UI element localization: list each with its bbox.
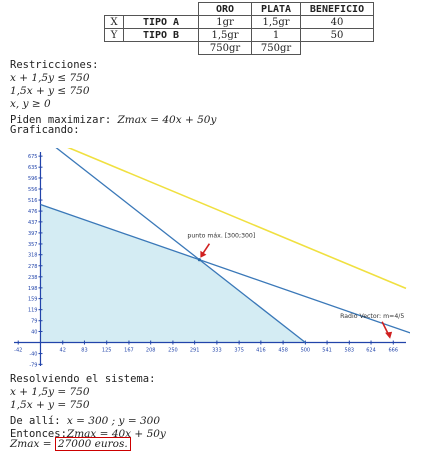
y-tick-label: 357: [27, 241, 38, 248]
y-tick-label: 198: [27, 285, 38, 292]
piden-label: Piden maximizar:: [10, 114, 118, 126]
y-tick-label: 79: [31, 318, 38, 325]
x-tick-label: 42: [59, 347, 66, 354]
optimal-vertex: [198, 258, 201, 261]
x-tick-label: 125: [101, 347, 112, 354]
total-oro: 750gr: [199, 42, 252, 55]
row-var: Y: [105, 29, 124, 42]
y-tick-label: 119: [27, 307, 38, 314]
x-tick-label: 333: [212, 347, 222, 354]
constraint-2: 1,5x + y ≤ 750: [10, 85, 90, 97]
x-tick-label: 250: [168, 347, 178, 354]
empty-cell: [124, 42, 199, 55]
row-oro: 1gr: [199, 16, 252, 29]
row-name: TIPO A: [124, 16, 199, 29]
row-name: TIPO B: [124, 29, 199, 42]
annotation-label: punto máx. [300;300]: [187, 232, 256, 240]
y-tick-label: 516: [27, 198, 38, 205]
y-tick-label: 159: [27, 296, 38, 303]
table-header-row: [105, 3, 374, 16]
x-tick-label: 624: [366, 347, 376, 354]
y-tick-label: 596: [27, 175, 38, 182]
empty-cell: [105, 3, 124, 16]
result-value: 27000 euros.: [55, 437, 131, 451]
result-prefix: Zmax =: [10, 438, 55, 450]
empty-cell: [124, 3, 199, 16]
y-tick-label: -79: [29, 362, 38, 369]
constraint-3: x, y ≥ 0: [10, 98, 51, 110]
constraint-1: x + 1,5y ≤ 750: [10, 72, 90, 84]
total-plata: 750gr: [252, 42, 301, 55]
annotation-arrowhead: [385, 332, 392, 339]
x-tick-label: 541: [322, 347, 332, 354]
row-beneficio: 40: [301, 16, 374, 29]
table-row: [105, 16, 374, 29]
y-tick-label: -40: [29, 351, 38, 358]
result-line: [10, 438, 131, 451]
lp-chart: [8, 148, 410, 370]
y-tick-label: 635: [27, 165, 38, 172]
x-tick-label: 500: [300, 347, 311, 354]
x-tick-label: 416: [256, 347, 266, 354]
row-beneficio: 50: [301, 29, 374, 42]
y-tick-label: 238: [27, 274, 38, 281]
system-eq-2: 1,5x + y = 750: [10, 399, 90, 411]
x-tick-label: 291: [189, 347, 200, 354]
feasible-region: [40, 204, 305, 342]
row-oro: 1,5gr: [199, 29, 252, 42]
y-tick-label: 437: [27, 219, 38, 226]
empty-cell: [105, 42, 124, 55]
y-tick-label: 278: [27, 263, 38, 270]
header-plata: PLATA: [252, 3, 301, 16]
x-tick-label: -42: [14, 347, 23, 354]
system-eq-1: x + 1,5y = 750: [10, 386, 90, 398]
entonces-formula: Zmax = 40x + 50y: [66, 428, 166, 440]
y-tick-label: 40: [31, 329, 38, 336]
x-tick-label: 167: [124, 347, 134, 354]
row-plata: 1,5gr: [252, 16, 301, 29]
table-row: [105, 29, 374, 42]
data-table: [104, 2, 374, 55]
row-plata: 1: [252, 29, 301, 42]
objective-formula: Zmax = 40x + 50y: [117, 114, 217, 126]
y-tick-label: 318: [27, 252, 38, 259]
y-tick-label: 556: [27, 187, 38, 194]
header-oro: ORO: [199, 3, 252, 16]
y-tick-label: 397: [27, 230, 38, 237]
y-tick-label: 476: [27, 209, 38, 216]
y-tick-label: 675: [27, 154, 38, 161]
resolviendo-label: Resolviendo el sistema:: [10, 373, 156, 385]
row-var: X: [105, 16, 124, 29]
table-totals-row: [105, 42, 374, 55]
x-tick-label: 583: [344, 347, 355, 354]
x-tick-label: 208: [145, 347, 156, 354]
x-tick-label: 458: [278, 347, 288, 354]
entonces-label: Entonces:: [10, 428, 67, 440]
x-tick-label: 666: [388, 347, 399, 354]
restricciones-label: Restricciones:: [10, 59, 99, 71]
graficando-label: Graficando:: [10, 124, 80, 136]
header-beneficio: BENEFICIO: [301, 3, 374, 16]
x-tick-label: 375: [234, 347, 244, 354]
annotation-label: Radio Vector: m=4/5: [340, 312, 405, 320]
de-alli-label: De allí:: [10, 415, 67, 427]
empty-cell: [301, 42, 374, 55]
x-tick-label: 83: [81, 347, 88, 354]
solution-formula: x = 300 ; y = 300: [66, 415, 161, 427]
